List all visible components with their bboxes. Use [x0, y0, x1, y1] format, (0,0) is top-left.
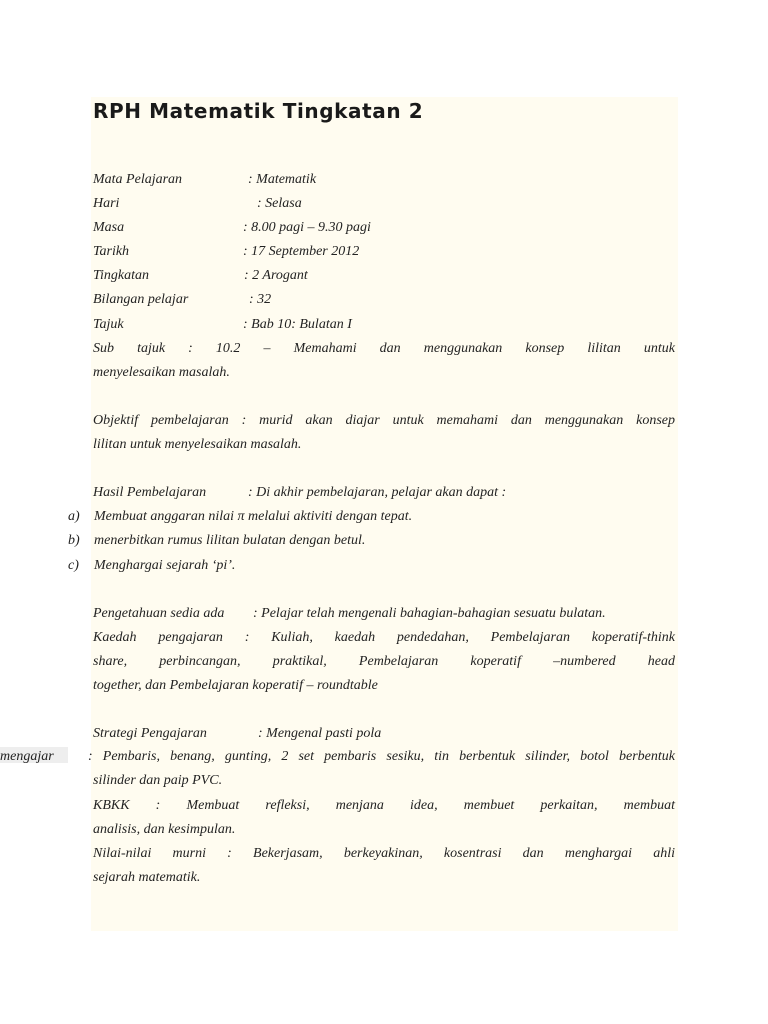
- list-item: [68, 505, 412, 529]
- info-value: : 17 September 2012: [243, 244, 360, 259]
- kbkk-line: analisis, dan kesimpulan.: [93, 822, 236, 837]
- info-value: : Bab 10: Bulatan I: [243, 317, 352, 332]
- list-marker: a): [68, 509, 80, 524]
- pengetahuan-value: : Pelajar telah mengenali bahagian-bahagian sesuatu bulatan.: [253, 606, 606, 621]
- list-item: [68, 554, 235, 578]
- kbkk-line: KBKK : Membuat refleksi, menjana idea, membuet perkaitan, membuat: [93, 798, 675, 813]
- page-title: RPH Matematik Tingkatan 2: [93, 99, 424, 123]
- info-label: Masa: [93, 220, 125, 235]
- info-value: : Matematik: [248, 172, 317, 187]
- info-label: Hari: [93, 196, 120, 211]
- objektif-line: Objektif pembelajaran : murid akan diajar untuk memahami dan menggunakan konsep: [93, 413, 675, 428]
- nilai-line: Nilai-nilai murni : Bekerjasam, berkeyakinan, kosentrasi dan menghargai ahli: [93, 846, 675, 861]
- list-text: Membuat anggaran nilai π melalui aktiviti dengan tepat.: [94, 509, 413, 524]
- info-label: Tingkatan: [93, 268, 150, 283]
- info-label: Tarikh: [93, 244, 130, 259]
- bahan-line: : Pembaris, benang, gunting, 2 set pembaris sesiku, tin berbentuk silinder, botol berbentuk: [88, 749, 675, 764]
- kaedah-line: share, perbincangan, praktikal, Pembelajaran koperatif –numbered head: [93, 654, 675, 669]
- info-label: Mata Pelajaran: [93, 172, 183, 187]
- pengetahuan-label: Pengetahuan sedia ada: [93, 606, 225, 621]
- info-value: : Selasa: [257, 196, 302, 211]
- info-value: : 32: [249, 292, 272, 307]
- kaedah-line: Kaedah pengajaran : Kuliah, kaedah pendedahan, Pembelajaran koperatif-think: [93, 630, 675, 645]
- list-text: Menghargai sejarah ‘pi’.: [94, 558, 236, 573]
- info-value: : 8.00 pagi – 9.30 pagi: [243, 220, 371, 235]
- info-label: Bilangan pelajar: [93, 292, 189, 307]
- hasil-label: Hasil Pembelajaran: [93, 485, 207, 500]
- hasil-value: : Di akhir pembelajaran, pelajar akan dapat :: [248, 485, 507, 500]
- bahan-label: mengajar: [0, 749, 54, 764]
- list-marker: c): [68, 558, 79, 573]
- strategi-label: Strategi Pengajaran: [93, 726, 207, 741]
- list-text: menerbitkan rumus lilitan bulatan dengan betul.: [94, 533, 366, 548]
- sub-tajuk-line: Sub tajuk : 10.2 – Memahami dan menggunakan konsep lilitan untuk: [93, 341, 675, 356]
- bahan-line: silinder dan paip PVC.: [93, 773, 223, 788]
- strategi-value: : Mengenal pasti pola: [258, 726, 382, 741]
- info-value: : 2 Arogant: [244, 268, 308, 283]
- sub-tajuk-line: menyelesaikan masalah.: [93, 365, 230, 380]
- list-marker: b): [68, 533, 80, 548]
- objektif-line: lilitan untuk menyelesaikan masalah.: [93, 437, 302, 452]
- kaedah-line: together, dan Pembelajaran koperatif – roundtable: [93, 678, 378, 693]
- list-item: [68, 529, 365, 553]
- info-label: Tajuk: [93, 317, 124, 332]
- nilai-line: sejarah matematik.: [93, 870, 201, 885]
